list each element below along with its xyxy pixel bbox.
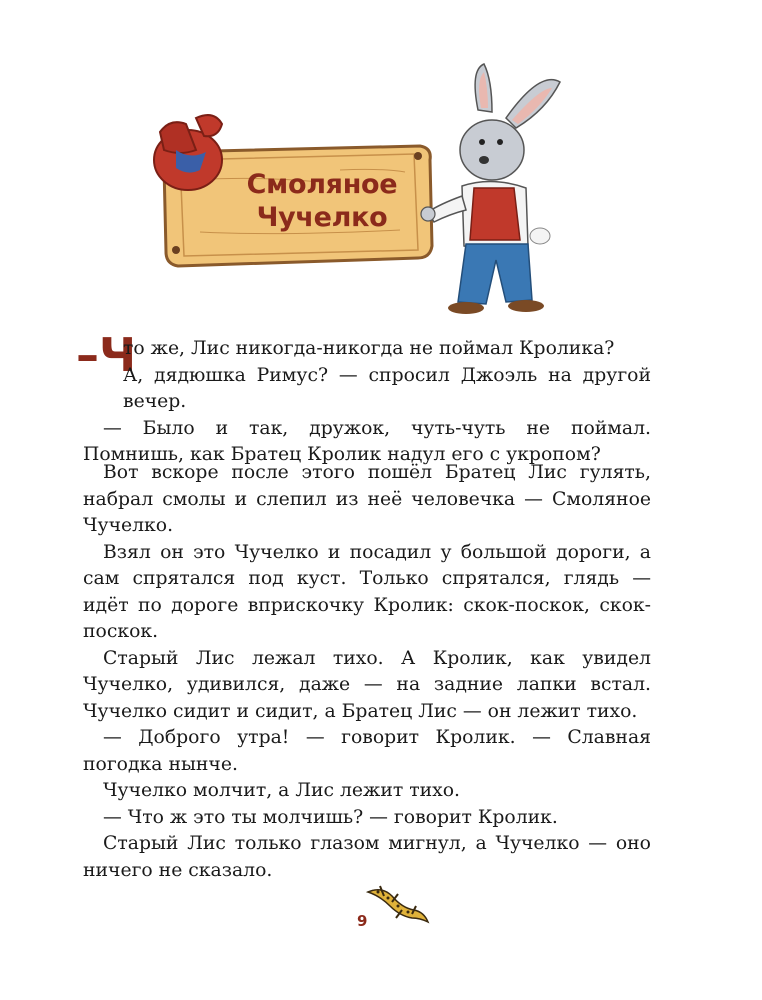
story-paragraph: Старый Лис только глазом мигнул, а Чучелко — оно ничего не сказало. — [83, 833, 651, 881]
intro-line-2: А, дядюшка Римус? — спросил Джоэль на другой вечер. — [123, 364, 651, 412]
intro-paragraph-2: — Было и так, дружок, чуть-чуть не поймал. Помнишь, как Братец Кролик надул его с укропом? — [83, 417, 651, 465]
page-number: 9 — [357, 912, 368, 930]
rabbit-illustration — [421, 64, 560, 314]
story-paragraph: Старый Лис лежал тихо. А Кролик, как увидел Чучелко, удивился, даже — на задние лапки встал. Чучелко сидит и сидит, а Братец Лис — он лежит тихо. — [83, 647, 651, 722]
header-illustration — [0, 0, 762, 330]
story-paragraph: Взял он это Чучелко и посадил у большой дороги, а сам спрятался под куст. Только спрятался, глядь — идёт по дороге вприскочку Кролик: скок-поскок, скок-поскок. — [83, 541, 651, 642]
story-paragraph: Чучелко молчит, а Лис лежит тихо. — [103, 780, 460, 801]
story-text — [83, 460, 651, 884]
chapter-title-line2: Чучелко — [256, 202, 388, 233]
chapter-title-line1: Смоляное — [246, 169, 398, 200]
story-paragraph: Вот вскоре после этого пошёл Братец Лис гулять, набрал смолы и слепил из неё человечка — Смоляное Чучелко. — [83, 462, 651, 536]
intro-text — [83, 336, 651, 469]
drop-cap: –Ч — [76, 328, 137, 382]
story-paragraph: — Доброго утра! — говорит Кролик. — Славная погодка нынче. — [83, 727, 651, 775]
lizard-ornament — [362, 882, 432, 934]
intro-line-1: то же, Лис никогда-никогда не поймал Кролика? — [123, 338, 615, 359]
intro-paragraph-1 — [83, 336, 651, 416]
story-paragraph: — Что ж это ты молчишь? — говорит Кролик. — [103, 806, 558, 828]
chapter-title — [212, 168, 432, 234]
